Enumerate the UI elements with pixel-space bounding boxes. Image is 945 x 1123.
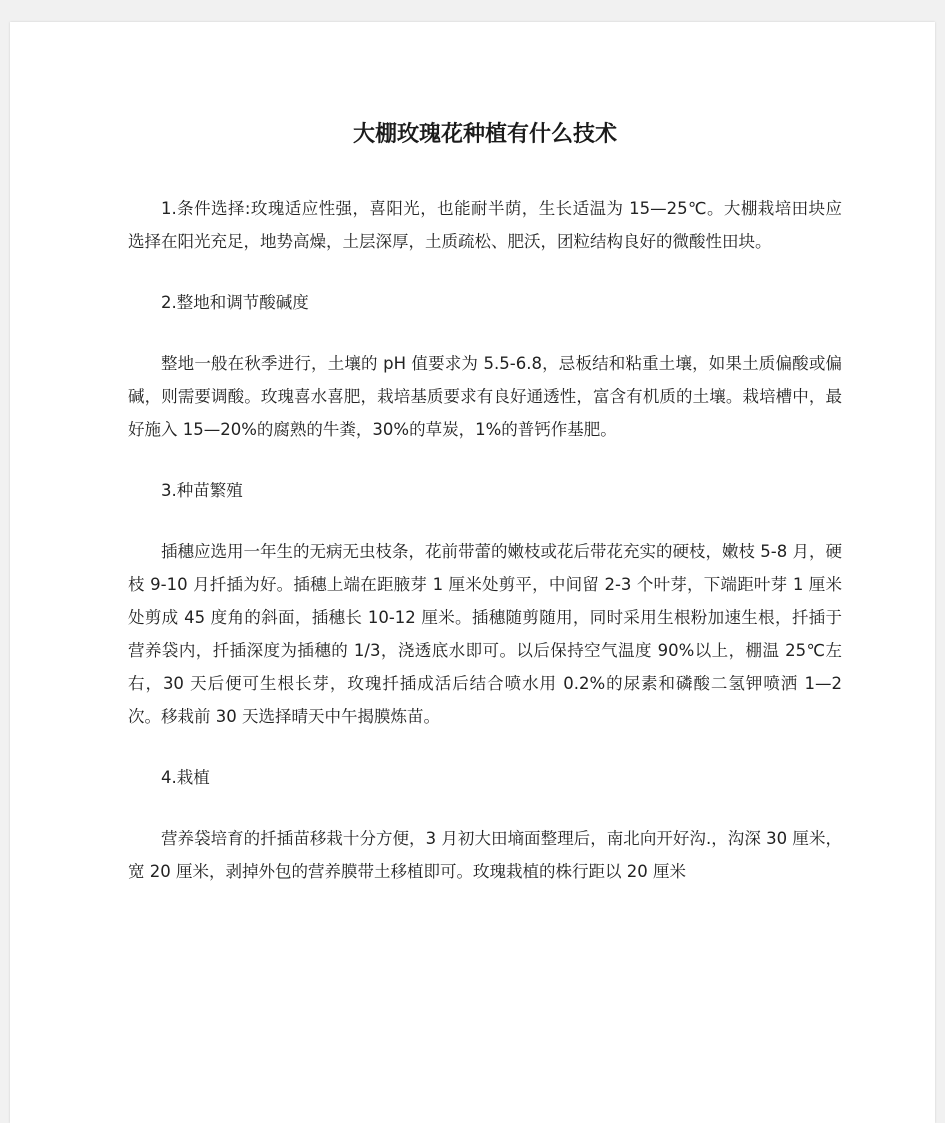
document-body xyxy=(128,192,842,916)
paragraph-propagation: 插穗应选用一年生的无病无虫枝条，花前带蕾的嫩枝或花后带花充实的硬枝，嫩枝 5-8 月，硬枝 9-10 月扦插为好。插穗上端在距腋芽 1 厘米处剪平，中间留 2-3 个叶芽，下端距叶芽 1 厘米处剪成 45 度角的斜面，插穗长 10-12 厘米。插穗随剪随用，同时采用生根粉加速生根，扦插于营养袋内，扦插深度为插穗的 1/3，浇透底水即可。以后保持空气温度 90%以上，棚温 25℃左右，30 天后便可生根长芽，玫瑰扦插成活后结合喷水用 0.2%的尿素和磷酸二氢钾喷洒 1—2 次。移栽前 30 天选择晴天中午揭膜炼苗。 xyxy=(128,542,842,726)
document-page xyxy=(10,22,935,1123)
section-heading-soil-preparation: 2.整地和调节酸碱度 xyxy=(161,293,309,312)
section-heading-planting: 4.栽植 xyxy=(161,768,210,787)
paragraph-planting: 营养袋培育的扦插苗移栽十分方便，3 月初大田墒面整理后，南北向开好沟.，沟深 30 厘米，宽 20 厘米，剥掉外包的营养膜带土移植即可。玫瑰栽植的株行距以 20 厘米 xyxy=(128,829,842,881)
section-heading-propagation: 3.种苗繁殖 xyxy=(161,481,243,500)
paragraph-soil-preparation: 整地一般在秋季进行，土壤的 pH 值要求为 5.5-6.8，忌板结和粘重土壤，如果土质偏酸或偏碱，则需要调酸。玫瑰喜水喜肥，栽培基质要求有良好通透性，富含有机质的土壤。栽培槽中，最好施入 15—20%的腐熟的牛粪，30%的草炭，1%的普钙作基肥。 xyxy=(128,354,842,439)
paragraph-condition-selection: 1.条件选择:玫瑰适应性强，喜阳光，也能耐半荫，生长适温为 15—25℃。大棚栽培田块应选择在阳光充足，地势高燥，土层深厚，土质疏松、肥沃，团粒结构良好的微酸性田块。 xyxy=(128,199,842,251)
document-title: 大棚玫瑰花种植有什么技术 xyxy=(352,122,617,147)
